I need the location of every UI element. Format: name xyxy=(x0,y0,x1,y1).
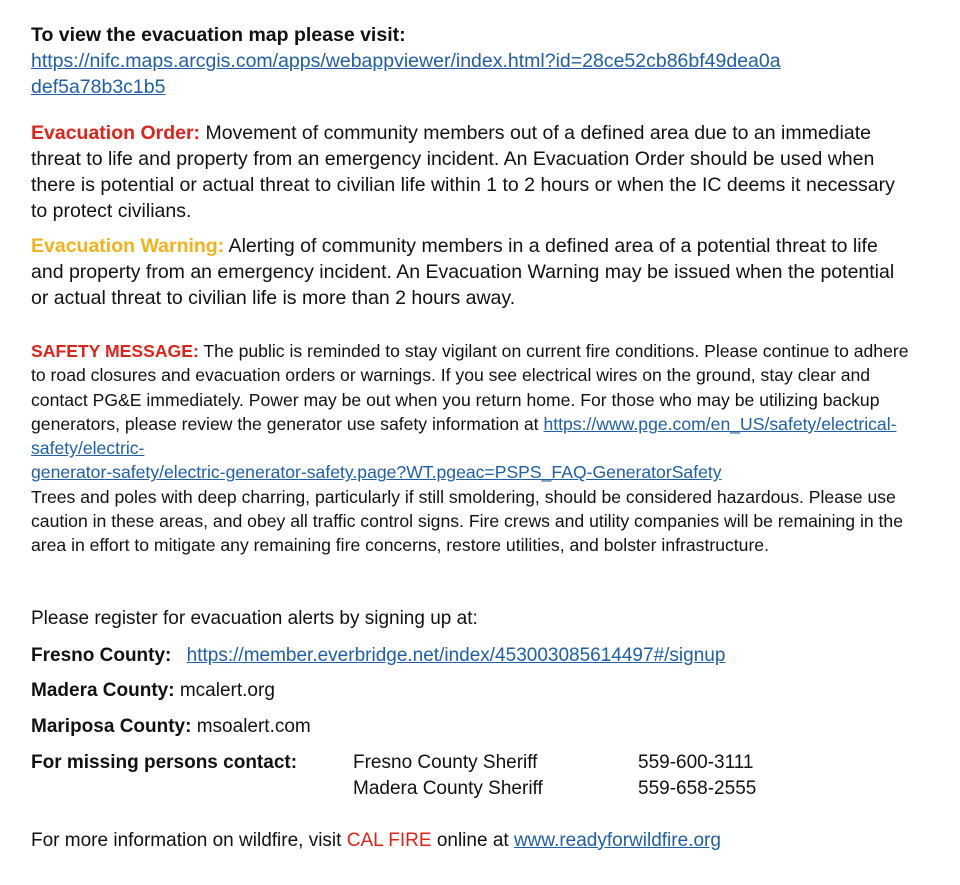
safety-message-text: The public is reminded to stay vigilant on current fire conditions. Please continue to adhere to road closures and evacuation orders or warnings. If you see electrical wires on the ground, stay clear and contact PG&E immediately. Power may be out when you return home. For those who may be utilizing backup generators, please review the generator use safety information at xyxy=(31,341,909,434)
cal-fire-text: CAL FIRE xyxy=(346,830,432,851)
map-link[interactable] xyxy=(31,50,781,98)
map-link-line1: https://nifc.maps.arcgis.com/apps/webappviewer/index.html?id=28ce52cb86bf49dea0a xyxy=(31,50,781,72)
contact-name: Fresno County Sheriff xyxy=(353,752,538,773)
ready-for-wildfire-link[interactable]: www.readyforwildfire.org xyxy=(513,830,721,851)
contact-phone: 559-600-3111 xyxy=(638,752,754,773)
mariposa-county-label: Mariposa County: xyxy=(31,716,192,737)
mariposa-county-value: msoalert.com xyxy=(191,716,311,737)
map-link-line2: def5a78b3c1b5 xyxy=(31,76,166,98)
generator-safety-link-line1: https://www.pge.com/en_US/safety/electrical-safety/electric- xyxy=(31,413,897,459)
footer-text-pre: For more information on wildfire, visit xyxy=(31,830,347,851)
safety-message-text-2: Trees and poles with deep charring, particularly if still smoldering, should be considered hazardous. Please use caution in these areas, and obey all traffic control signs. Fire crews and utility companies will be remaining in the area in effort to mitigate any remaining fire concerns, restore utilities, and bolster infrastructure. xyxy=(31,486,903,556)
evacuation-order-text: Movement of community members out of a defined area due to an immediate threat to life and property from an emergency incident. An Evacuation Order should be used when there is potential or actual threat to civilian life within 1 to 2 hours or when the IC deems it necessary to protect civilians. xyxy=(31,122,895,222)
evacuation-warning-label: Evacuation Warning: xyxy=(31,235,225,257)
footer-line xyxy=(31,828,721,854)
contact-phone: 559-658-2555 xyxy=(638,778,757,799)
safety-message-paragraph xyxy=(31,339,916,558)
madera-county-value: mcalert.org xyxy=(174,680,275,701)
evacuation-warning-paragraph xyxy=(31,233,911,311)
evacuation-warning-text: Alerting of community members in a defined area of a potential threat to life and property from an emergency incident. An Evacuation Warning may be issued when the potential or actual threat to civilian life is more than 2 hours away. xyxy=(31,235,895,309)
contact-name: Madera County Sheriff xyxy=(353,778,543,799)
fresno-signup-link[interactable]: https://member.everbridge.net/index/453003085614497#/signup xyxy=(186,645,726,666)
fresno-county-label: Fresno County: xyxy=(31,645,172,666)
safety-message-label: SAFETY MESSAGE: xyxy=(31,341,199,361)
fresno-register-row xyxy=(31,643,725,669)
map-section xyxy=(31,22,931,100)
register-intro: Please register for evacuation alerts by signing up at: xyxy=(31,608,478,629)
evacuation-order-paragraph xyxy=(31,120,911,224)
mariposa-register-row xyxy=(31,714,311,740)
madera-register-row xyxy=(31,678,275,704)
evacuation-order-label: Evacuation Order: xyxy=(31,122,201,144)
footer-text-mid: online at xyxy=(431,830,514,851)
madera-county-label: Madera County: xyxy=(31,680,175,701)
map-heading: To view the evacuation map please visit: xyxy=(31,24,406,46)
missing-persons-label: For missing persons contact: xyxy=(31,752,298,773)
generator-safety-link-line2: generator-safety/electric-generator-safety.page?WT.pgeac=PSPS_FAQ-GeneratorSafety xyxy=(31,462,722,483)
